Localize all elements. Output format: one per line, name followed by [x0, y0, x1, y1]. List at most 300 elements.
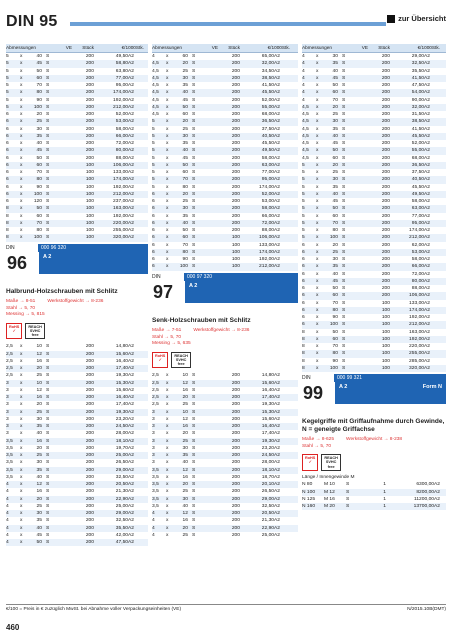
table-cell: 4	[302, 83, 305, 88]
table-cell: x	[20, 177, 23, 183]
brass-link[interactable]: Messing → 5, 635	[152, 341, 191, 346]
table-cell: x	[166, 191, 169, 197]
table-cell: 100	[231, 235, 240, 241]
table-cell: 4,5	[302, 141, 309, 146]
table-row	[152, 481, 298, 488]
column-header-cell: Abmessungen	[6, 45, 36, 50]
table-cell: x	[20, 220, 23, 226]
table-cell: 20	[36, 496, 42, 502]
table-cell: S	[342, 293, 346, 299]
table-cell: 20	[182, 61, 188, 67]
table-row	[152, 126, 298, 133]
table-cell: 40,50A2	[261, 133, 280, 139]
table-row	[152, 140, 298, 147]
table-cell: S	[192, 416, 196, 422]
table-cell: x	[166, 112, 169, 117]
table-cell: 6	[152, 264, 155, 270]
table-row	[6, 387, 148, 394]
table-cell: 200	[85, 511, 94, 517]
table-cell: 3,5	[6, 467, 13, 473]
table-cell: 5	[302, 191, 305, 197]
table-cell: 23,20A2	[115, 416, 134, 422]
table-cell: 6	[302, 307, 305, 313]
table-cell: 200	[381, 162, 390, 168]
table-cell: 40	[332, 191, 338, 197]
table-cell: 3,5	[152, 496, 159, 502]
table-row	[302, 82, 446, 89]
column-header-cell: Stück	[82, 45, 94, 50]
table-row	[302, 169, 446, 176]
table-cell: 63,00A2	[411, 206, 430, 212]
table-cell: 25,00A2	[261, 532, 280, 538]
table-cell: 6	[152, 235, 155, 241]
table-cell: 6	[302, 278, 305, 284]
table-cell: 15,30A2	[261, 409, 280, 415]
table-cell: 5	[302, 162, 305, 168]
table-cell: 72,00A2	[261, 220, 280, 226]
table-row	[6, 423, 148, 430]
table-cell: 28,00A2	[261, 460, 280, 466]
table-cell: 25	[36, 453, 42, 459]
table-cell: x	[166, 104, 169, 110]
table-cell: S	[192, 199, 196, 204]
dimensions-link[interactable]: Maße → 7-51	[152, 328, 182, 333]
table-cell: 3,5	[152, 474, 159, 480]
table-cell: 45,50A2	[411, 133, 430, 139]
table-cell: 50	[182, 104, 188, 110]
table-cell: x	[316, 148, 319, 154]
table-cell: S	[192, 532, 196, 538]
table-cell: 4	[6, 540, 9, 546]
table-cell: x	[20, 170, 23, 175]
table-cell: 5	[6, 61, 9, 67]
table-cell: 200	[381, 199, 390, 204]
table-cell: M 20	[324, 504, 335, 510]
table-cell: x	[166, 453, 169, 459]
table-cell: 40	[36, 431, 42, 437]
table-cell: 3	[152, 445, 155, 451]
table-row	[6, 358, 148, 365]
table-cell: 200	[85, 358, 94, 364]
table-cell: 30	[182, 445, 188, 451]
table-cell: S	[192, 424, 196, 430]
table-cell: 62,00A2	[411, 242, 430, 248]
table-cell: x	[166, 373, 169, 379]
table-cell: S	[192, 445, 196, 451]
table-cell: 200	[231, 54, 240, 59]
table-cell: x	[20, 235, 23, 241]
table-cell: 26,50A2	[115, 460, 134, 466]
table-cell: 35	[332, 61, 338, 67]
table-cell: S	[342, 213, 346, 219]
table-cell: 17,40A2	[261, 431, 280, 437]
table-cell: 18,70A2	[261, 474, 280, 480]
table-cell: 200	[231, 126, 240, 132]
table-cell: 3,5	[152, 489, 159, 495]
table-cell: S	[46, 474, 50, 480]
product-material	[39, 252, 148, 274]
table-cell: x	[166, 184, 169, 190]
table-cell: 6	[6, 133, 9, 139]
table-cell: x	[316, 329, 319, 335]
table-cell: 6	[152, 206, 155, 212]
table-cell: x	[166, 532, 169, 538]
steel-link[interactable]: Stahl → 5, 70	[302, 443, 332, 449]
table-cell: 200	[231, 409, 240, 415]
table-cell: S	[46, 409, 50, 415]
table-cell: 4,5	[152, 90, 159, 96]
table-cell: 21,30A2	[115, 489, 134, 495]
table-cell: 8	[302, 365, 305, 371]
table-cell: 100	[231, 242, 240, 248]
table-cell: N 100	[302, 489, 316, 495]
table-cell: S	[46, 511, 50, 517]
table-cell: 40	[36, 525, 42, 531]
table-cell: 4	[302, 75, 305, 81]
weight-link[interactable]: Werkstoffgewicht → 8-236	[47, 299, 104, 304]
table-cell: 65,00A2	[261, 54, 280, 59]
table-cell: 200	[85, 90, 94, 96]
table-cell: 40	[36, 474, 42, 480]
table-cell: x	[316, 322, 319, 328]
table-cell: x	[20, 112, 23, 117]
table-cell: 13700,00A2	[413, 504, 440, 510]
table-row	[152, 256, 298, 263]
table-cell: 24,50A2	[115, 424, 134, 430]
table-cell: S	[192, 453, 196, 459]
table-cell: 72,00A2	[115, 141, 134, 146]
table-cell: x	[20, 191, 23, 197]
table-cell: S	[192, 431, 196, 437]
steel-link[interactable]: Stahl → 5, 70	[6, 305, 36, 311]
column-header-cell: €/1000Stk.	[267, 45, 290, 50]
table-cell: 5	[302, 235, 305, 241]
table-cell: 200	[381, 133, 390, 139]
table-cell: S	[192, 438, 196, 444]
dimensions-link[interactable]: Maße → 8-51	[6, 299, 36, 304]
table-cell: 200	[231, 496, 240, 502]
table-cell: S	[46, 358, 50, 364]
table-cell: 200	[381, 220, 390, 226]
table-cell: 6	[152, 191, 155, 197]
table-row	[302, 496, 446, 503]
table-row	[302, 329, 446, 336]
table-cell: 90	[332, 315, 338, 320]
table-cell: 100	[329, 322, 338, 328]
table-row	[302, 53, 446, 60]
table-cell: 58,00A2	[261, 206, 280, 212]
table-row	[302, 75, 446, 82]
table-cell: 6	[6, 162, 9, 168]
column-header	[152, 44, 298, 53]
table-row	[152, 147, 298, 154]
table-cell: 200	[381, 90, 390, 96]
table-cell: 200	[381, 264, 390, 270]
table-cell: 4	[6, 489, 9, 495]
table-cell: S	[192, 141, 196, 146]
table-cell: 200	[381, 141, 390, 146]
table-cell: 25	[182, 438, 188, 444]
table-cell: 5	[152, 119, 155, 125]
table-cell: x	[166, 126, 169, 132]
table-row	[152, 380, 298, 387]
table-cell: 55,00A2	[411, 148, 430, 154]
table-cell: 100	[381, 344, 390, 349]
table-cell: 45	[332, 75, 338, 81]
table-cell: 20	[182, 431, 188, 437]
table-row	[152, 242, 298, 249]
table-row	[6, 452, 148, 459]
table-row	[302, 249, 446, 256]
table-cell: 200	[85, 482, 94, 488]
product-meta	[302, 437, 446, 450]
table-row	[152, 191, 298, 198]
table-cell: 47,50A2	[411, 83, 430, 88]
table-cell: x	[316, 336, 319, 342]
table-cell: S	[46, 445, 50, 451]
table-cell: x	[20, 351, 23, 357]
table-cell: 29,00A2	[411, 54, 430, 59]
table-cell: 58,80A2	[115, 61, 134, 67]
dimensions-link[interactable]: Maße → 8-625	[302, 437, 334, 442]
table-cell: 5	[302, 170, 305, 175]
table-row	[302, 213, 446, 220]
table-cell: M 10	[324, 482, 335, 488]
table-row	[6, 474, 148, 481]
table-cell: 20,50A2	[261, 511, 280, 517]
table-cell: 35	[182, 213, 188, 219]
steel-link[interactable]: Stahl → 5, 70	[152, 334, 182, 340]
table-cell: 40	[182, 148, 188, 154]
reach-logo: REACH SVHC free	[171, 352, 191, 369]
table-cell: 11200,00A2	[413, 496, 440, 502]
table-cell: 25	[182, 489, 188, 495]
table-cell: 32,50A2	[261, 503, 280, 509]
table-cell: 100	[85, 191, 94, 197]
table-cell: S	[192, 148, 196, 154]
table-cell: 6	[6, 155, 9, 161]
table-cell: S	[46, 395, 50, 401]
table-cell: x	[166, 162, 169, 168]
table-cell: 22,90A2	[115, 496, 134, 502]
table-cell: 45,50A2	[261, 90, 280, 96]
table-cell: S	[46, 220, 50, 226]
column-header-cell: €/1000Stk.	[417, 45, 440, 50]
table-cell: 77,00A2	[261, 170, 280, 175]
table-row	[302, 481, 446, 488]
table-cell: x	[316, 162, 319, 168]
table-cell: 3,5	[6, 438, 13, 444]
table-cell: 3,5	[152, 503, 159, 509]
table-cell: 4	[152, 511, 155, 517]
certification-logos	[6, 323, 148, 340]
table-cell: 52,00A2	[411, 141, 430, 146]
table-cell: 5	[6, 97, 9, 103]
table-cell: 5	[6, 104, 9, 110]
table-cell: S	[192, 482, 196, 488]
article-code: 000 97 320	[184, 273, 298, 281]
table-cell: 174,00A2	[409, 228, 430, 233]
table-cell: x	[20, 438, 23, 444]
table-cell: 32,00A2	[261, 61, 280, 67]
table-cell: 70	[332, 220, 338, 226]
table-row	[152, 416, 298, 423]
table-cell: S	[192, 112, 196, 117]
table-cell: 200	[85, 97, 94, 103]
table-cell: S	[192, 257, 196, 262]
table-cell: 200	[231, 482, 240, 488]
table-cell: 8	[6, 206, 9, 212]
table-cell: 19,30A2	[115, 409, 134, 415]
table-cell: x	[316, 286, 319, 291]
table-cell: 25	[332, 170, 338, 175]
table-cell: 200	[85, 344, 94, 350]
weight-link[interactable]: Werkstoffgewicht → 8-236	[193, 328, 250, 333]
table-cell: S	[46, 112, 50, 117]
table-cell: x	[166, 228, 169, 233]
table-row	[302, 278, 446, 285]
table-cell: 100	[381, 307, 390, 313]
table-cell: 50	[36, 155, 42, 161]
table-cell: 200	[231, 90, 240, 96]
table-cell: x	[20, 387, 23, 393]
page-header	[0, 0, 452, 38]
table-cell: 192,00A2	[113, 97, 134, 103]
table-cell: 60	[182, 170, 188, 175]
table-cell: 192,00A2	[113, 184, 134, 190]
table-cell: 6	[302, 300, 305, 306]
table-cell: 163,00A2	[113, 206, 134, 212]
table-cell: 35,50A2	[115, 525, 134, 531]
table-cell: S	[342, 358, 346, 364]
table-cell: 200	[381, 257, 390, 262]
table-cell: S	[342, 322, 346, 328]
table-cell: 16	[36, 438, 42, 444]
table-cell: 49,50A2	[261, 148, 280, 154]
table-row	[302, 292, 446, 299]
table-cell: x	[20, 416, 23, 422]
table-cell: 200	[85, 503, 94, 509]
table-cell: 17,40A2	[115, 402, 134, 408]
table-row	[302, 111, 446, 118]
table-cell: 18,10A2	[115, 438, 134, 444]
table-cell: x	[20, 213, 23, 219]
table-cell: 4,5	[152, 83, 159, 88]
weight-link[interactable]: Werkstoffgewicht → 8-238	[346, 437, 403, 442]
table-cell: 8	[302, 336, 305, 342]
table-cell: 16	[182, 518, 188, 524]
table-cell: x	[316, 75, 319, 81]
table-cell: S	[192, 242, 196, 248]
table-cell: S	[46, 351, 50, 357]
table-row	[6, 104, 148, 111]
table-cell: S	[342, 307, 346, 313]
table-cell: x	[166, 148, 169, 154]
table-cell: 6	[152, 242, 155, 248]
table-cell: S	[46, 503, 50, 509]
table-cell: x	[316, 90, 319, 96]
table-cell: 6	[6, 119, 9, 125]
table-cell: 5	[302, 199, 305, 204]
table-cell: S	[346, 482, 350, 488]
table-cell: x	[20, 141, 23, 146]
table-cell: 40	[332, 271, 338, 277]
product-meta	[6, 299, 148, 319]
table-row	[6, 220, 148, 227]
reach-logo: REACH SVHC free	[321, 454, 341, 471]
table-cell: x	[316, 358, 319, 364]
table-cell: S	[192, 54, 196, 59]
certification-logos	[302, 454, 446, 471]
table-cell: x	[316, 228, 319, 233]
table-cell: 60	[182, 235, 188, 241]
table-cell: 5	[302, 213, 305, 219]
overview-link[interactable]	[387, 14, 446, 23]
table-cell: x	[20, 148, 23, 154]
table-cell: x	[20, 133, 23, 139]
table-cell: x	[20, 532, 23, 538]
brass-link[interactable]: Messing → 5, 815	[6, 312, 45, 317]
table-cell: x	[20, 503, 23, 509]
overview-label: zur Übersicht	[398, 14, 446, 23]
table-cell: 20	[182, 395, 188, 401]
table-cell: 45	[182, 97, 188, 103]
column-header-cell: €/1000Stk.	[121, 45, 144, 50]
table-cell: 100	[85, 220, 94, 226]
table-cell: 200	[381, 126, 390, 132]
table-cell: 1	[383, 504, 386, 510]
table-cell: 21,30A2	[261, 518, 280, 524]
table-cell: x	[166, 177, 169, 183]
table-cell: 80	[332, 307, 338, 313]
table-cell: S	[342, 286, 346, 291]
table-cell: 3	[6, 409, 9, 415]
table-cell: S	[46, 97, 50, 103]
table-cell: 200	[381, 75, 390, 81]
table-cell: 200	[231, 489, 240, 495]
table-cell: x	[316, 278, 319, 284]
table-cell: 5	[6, 68, 9, 74]
table-cell: 40	[182, 90, 188, 96]
table-cell: x	[20, 409, 23, 415]
table-cell: 200	[85, 474, 94, 480]
table-cell: 45	[182, 155, 188, 161]
table-cell: 4	[302, 97, 305, 103]
table-row	[6, 539, 148, 546]
table-cell: S	[192, 228, 196, 233]
table-cell: 200	[231, 155, 240, 161]
table-cell: x	[166, 83, 169, 88]
table-cell: x	[166, 213, 169, 219]
table-cell: x	[166, 90, 169, 96]
table-cell: 70	[332, 300, 338, 306]
table-cell: S	[192, 61, 196, 67]
table-cell: S	[192, 191, 196, 197]
table-cell: 100	[85, 235, 94, 241]
table-cell: 53,00A2	[115, 119, 134, 125]
table-cell: 100	[33, 235, 42, 241]
table-cell: 12	[36, 351, 42, 357]
table-cell: 50	[332, 206, 338, 212]
table-cell: 40	[182, 503, 188, 509]
table-cell: 100	[231, 264, 240, 270]
table-cell: 41,50A2	[411, 126, 430, 132]
table-cell: 16	[36, 395, 42, 401]
table-cell: 5	[302, 177, 305, 183]
table-cell: 100	[381, 300, 390, 306]
table-cell: 200	[231, 119, 240, 125]
table-cell: 58,00A2	[411, 199, 430, 204]
